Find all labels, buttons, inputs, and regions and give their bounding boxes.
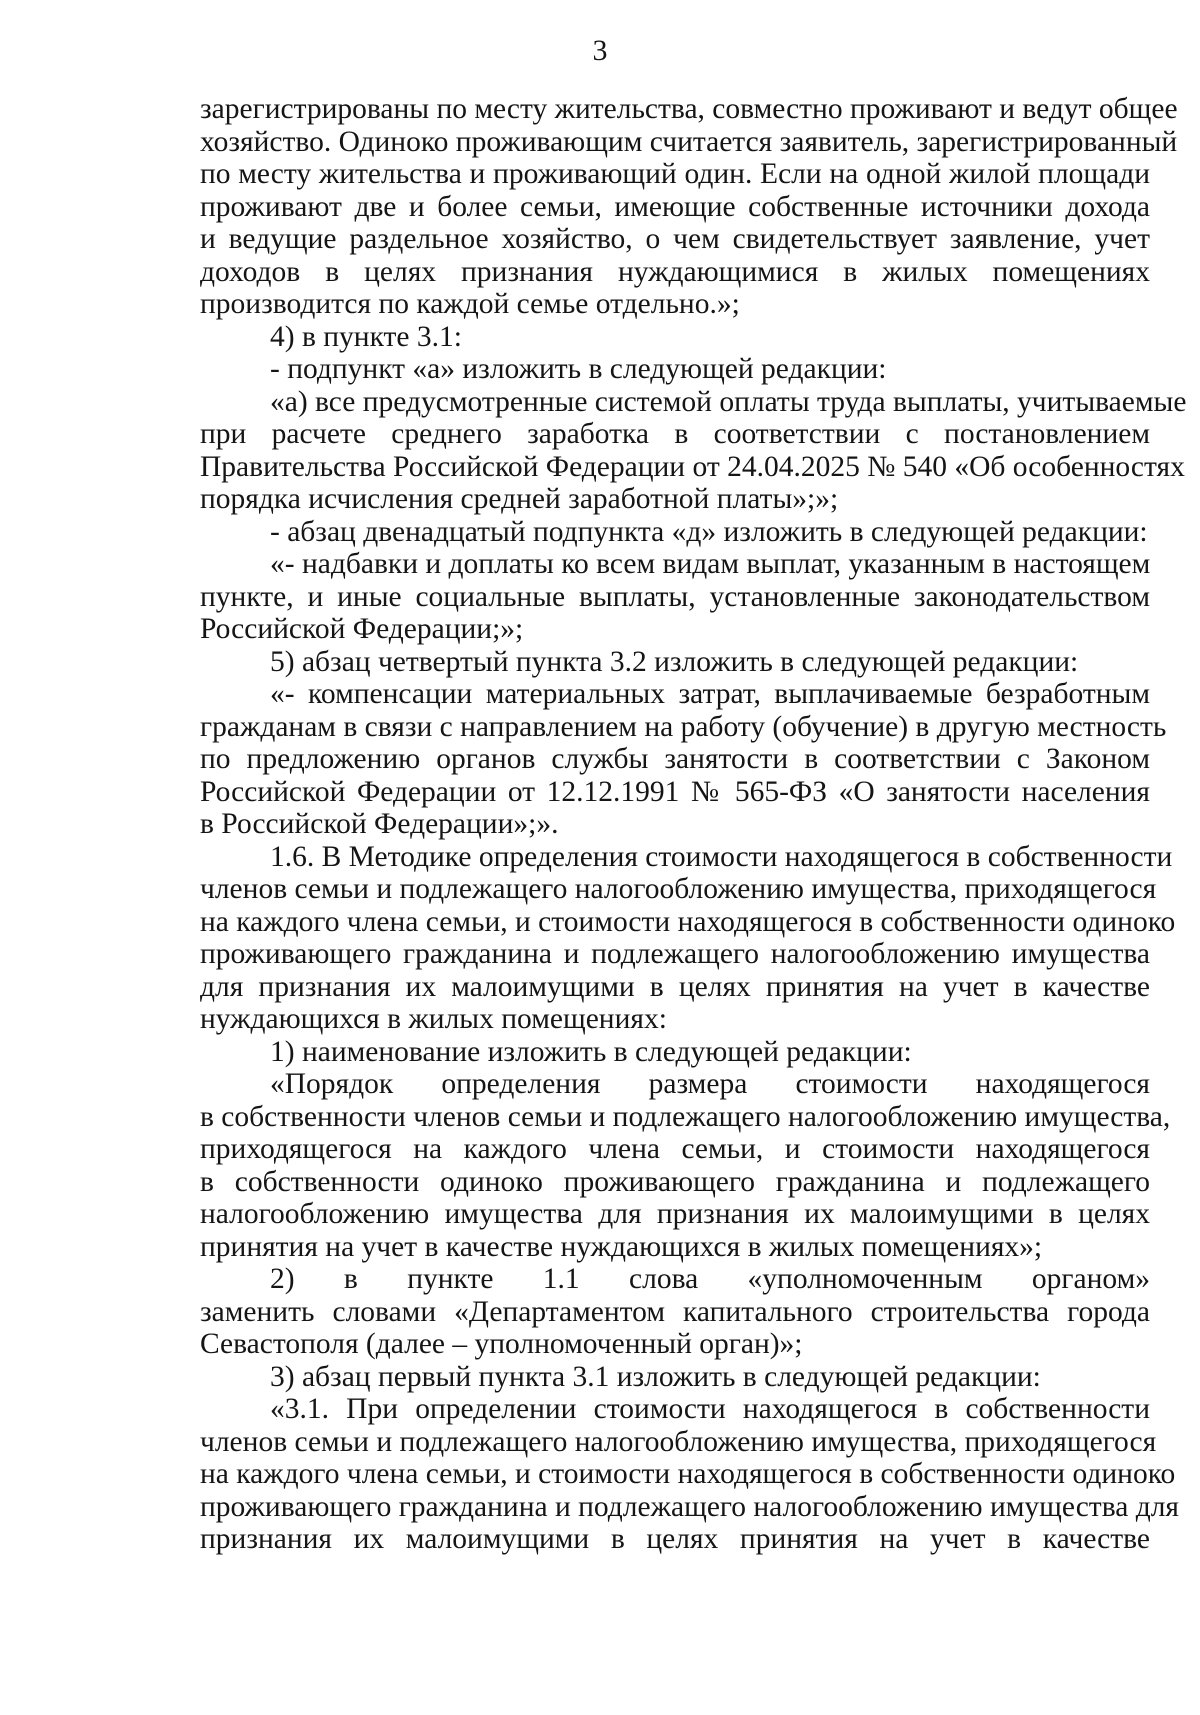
text-line: для признания их малоимущими в целях принятия на учет в качестве	[200, 970, 1150, 1003]
text-line: и ведущие раздельное хозяйство, о чем свидетельствует заявление, учет	[200, 223, 1150, 255]
text-line: налогообложению имущества для признания их малоимущими в целях	[200, 1198, 1150, 1230]
text-line: 4) в пункте 3.1:	[270, 320, 462, 353]
text-line: по месту жительства и проживающий один. Если на одной жилой площади	[200, 158, 1150, 190]
text-line: - абзац двенадцатый подпункта «д» изложить в следующей редакции:	[270, 515, 1148, 548]
text-line: проживают две и более семьи, имеющие собственные источники дохода	[200, 190, 1150, 223]
text-line: «а) все предусмотренные системой оплаты труда выплаты, учитываемые	[270, 385, 1187, 418]
text-line: Российской Федерации от 12.12.1991 № 565-ФЗ «О занятости населения	[200, 775, 1150, 808]
text-line: «- надбавки и доплаты ко всем видам выплат, указанным в настоящем	[270, 548, 1151, 580]
text-line: членов семьи и подлежащего налогообложению имущества, приходящегося	[200, 873, 1157, 905]
text-line: на каждого члена семьи, и стоимости находящегося в собственности одиноко	[200, 905, 1176, 938]
text-line: признания их малоимущими в целях принятия на учет в качестве	[200, 1523, 1150, 1555]
text-line: Правительства Российской Федерации от 24.04.2025 № 540 «Об особенностях	[200, 450, 1185, 483]
text-line: производится по каждой семье отдельно.»;	[200, 288, 740, 320]
text-line: пункте, и иные социальные выплаты, установленные законодательством	[200, 580, 1150, 613]
text-line: проживающего гражданина и подлежащего налогообложению имущества	[200, 938, 1150, 970]
text-line: нуждающихся в жилых помещениях:	[200, 1003, 667, 1035]
text-line: зарегистрированы по месту жительства, совместно проживают и ведут общее	[200, 93, 1178, 125]
text-line: по предложению органов службы занятости в соответствии с Законом	[200, 743, 1150, 775]
text-line: «Порядок определения размера стоимости находящегося	[270, 1068, 1150, 1100]
page-number: 3	[592, 34, 608, 67]
text-line: хозяйство. Одиноко проживающим считается заявитель, зарегистрированный	[200, 125, 1178, 158]
text-line: - подпункт «а» изложить в следующей редакции:	[270, 353, 887, 385]
text-line: 2) в пункте 1.1 слова «уполномоченным органом»	[270, 1263, 1150, 1295]
text-line: на каждого члена семьи, и стоимости находящегося в собственности одиноко	[200, 1458, 1176, 1490]
text-line: «3.1. При определении стоимости находящегося в собственности	[270, 1393, 1150, 1425]
text-line: членов семьи и подлежащего налогообложению имущества, приходящегося	[200, 1425, 1157, 1458]
text-line: принятия на учет в качестве нуждающихся в жилых помещениях»;	[200, 1230, 1043, 1263]
text-line: гражданам в связи с направлением на работу (обучение) в другую местность	[200, 710, 1167, 743]
text-line: доходов в целях признания нуждающимися в жилых помещениях	[200, 255, 1150, 288]
text-line: Российской Федерации;»;	[200, 613, 524, 645]
text-line: 1.6. В Методике определения стоимости находящегося в собственности	[270, 840, 1173, 873]
text-line: 5) абзац четвертый пункта 3.2 изложить в следующей редакции:	[270, 645, 1079, 678]
text-line: в Российской Федерации»;».	[200, 808, 559, 840]
text-line: в собственности одиноко проживающего гражданина и подлежащего	[200, 1165, 1150, 1198]
text-line: 3) абзац первый пункта 3.1 изложить в следующей редакции:	[270, 1360, 1041, 1393]
text-line: заменить словами «Департаментом капитального строительства города	[200, 1295, 1150, 1328]
text-line: в собственности членов семьи и подлежащего налогообложению имущества,	[200, 1100, 1171, 1133]
body-text	[200, 93, 1187, 1556]
text-line: Севастополя (далее – уполномоченный орган)»;	[200, 1328, 803, 1360]
text-line: приходящегося на каждого члена семьи, и стоимости находящегося	[200, 1133, 1150, 1165]
text-line: 1) наименование изложить в следующей редакции:	[270, 1035, 912, 1068]
text-line: порядка исчисления средней заработной платы»;»;	[200, 483, 839, 515]
text-line: проживающего гражданина и подлежащего налогообложению имущества для	[200, 1490, 1180, 1523]
text-line: «- компенсации материальных затрат, выплачиваемые безработным	[270, 678, 1150, 710]
text-line: при расчете среднего заработка в соответствии с постановлением	[200, 418, 1150, 450]
